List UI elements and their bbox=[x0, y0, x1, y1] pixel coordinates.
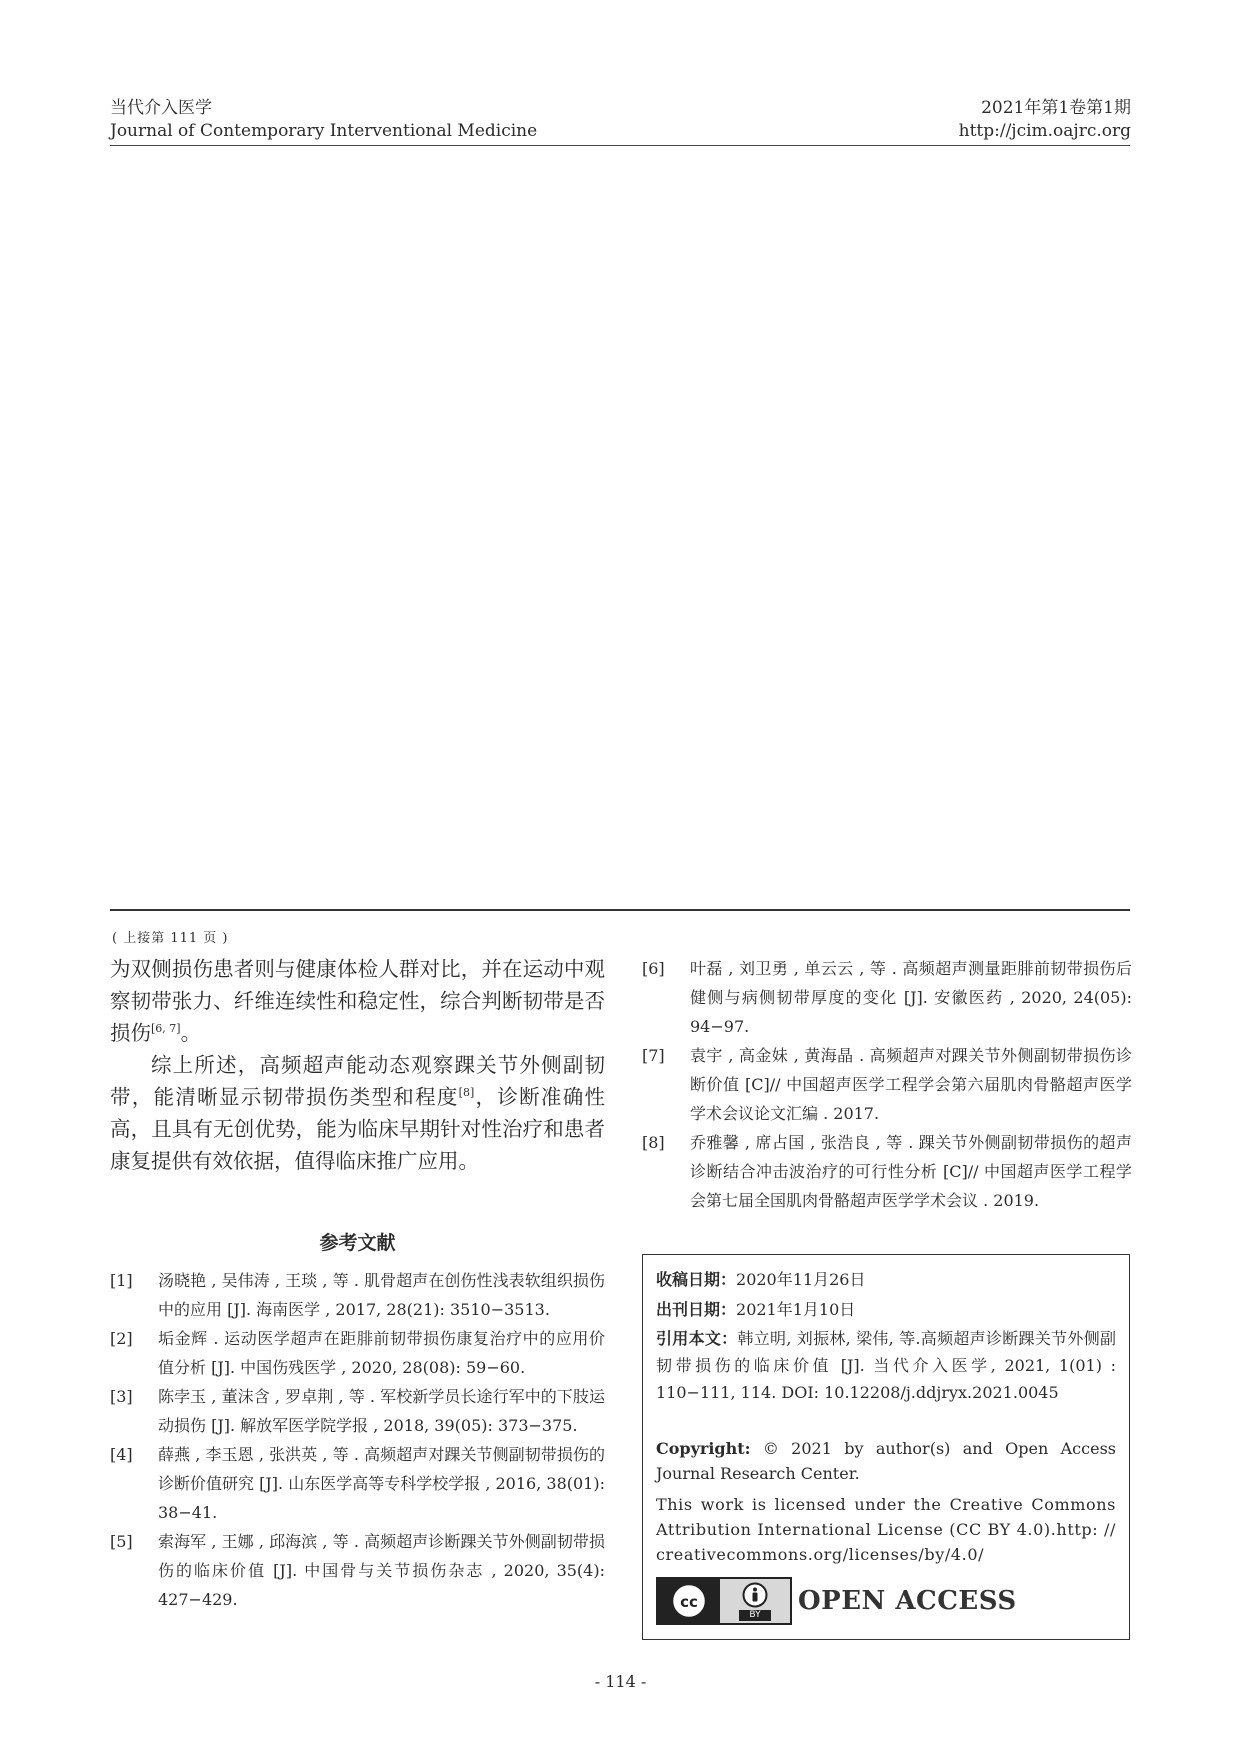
body-paragraph-1: 为双侧损伤患者则与健康体检人群对比，并在运动中观察韧带张力、纤维连续性和稳定性，综合判断韧带是否损伤[6, 7]。 bbox=[110, 957, 605, 1045]
by-label: BY bbox=[739, 1610, 770, 1621]
reference-list-right bbox=[642, 954, 1132, 1215]
copyright-notice: Copyright: © 2021 by author(s) and Open Access Journal Research Center. bbox=[656, 1439, 1116, 1483]
body-paragraph-2: 综上所述，高频超声能动态观察踝关节外侧副韧带，能清晰显示韧带损伤类型和程度[8]，诊断准确性高，且具有无创优势，能为临床早期针对性治疗和患者康复提供有效依据，值得临床推广应用。 bbox=[110, 1053, 606, 1173]
journal-url[interactable]: http://jcim.oajrc.org bbox=[958, 121, 1131, 141]
open-access-label: OPEN ACCESS bbox=[798, 1586, 1017, 1616]
reference-item: [1] 汤晓艳 , 吴伟涛 , 王琰 , 等 . 肌骨超声在创伤性浅表软组织损伤中的应用 [J]. 海南医学 , 2017, 28(21): 3510−3513. bbox=[110, 1271, 605, 1319]
references-heading: 参考文献 bbox=[319, 1232, 396, 1254]
section-divider bbox=[110, 909, 1130, 911]
issue-info: 2021年第1卷第1期 bbox=[981, 98, 1131, 118]
received-date: 收稿日期：2020年11月26日 bbox=[656, 1270, 866, 1289]
reference-item: [3] 陈孛玉 , 董沫含 , 罗卓荆 , 等 . 军校新学员长途行军中的下肢运动损伤 [J]. 解放军医学院学报 , 2018, 39(05): 373−375. bbox=[110, 1387, 605, 1435]
attribution-icon bbox=[720, 1579, 790, 1623]
citation-8[interactable]: [8] bbox=[458, 1086, 475, 1099]
page-number: - 114 - bbox=[594, 1672, 647, 1691]
citation-6-7[interactable]: [6, 7] bbox=[151, 1022, 181, 1035]
reference-item: [8] 乔雅馨 , 席占国 , 张浩良 , 等 . 踝关节外侧副韧带损伤的超声诊断结合冲击波治疗的可行性分析 [C]// 中国超声医学工程学会第七届全国肌肉骨骼超声医学学术会议 . 2019. bbox=[642, 1133, 1132, 1210]
reference-item: [7] 袁宇 , 高金妹 , 黄海晶 . 高频超声对踝关节外侧副韧带损伤诊断价值 [C]// 中国超声医学工程学会第六届肌肉骨骼超声医学学术会议论文汇编 . 2017. bbox=[642, 1046, 1132, 1123]
journal-name-cn: 当代介入医学 bbox=[110, 98, 212, 118]
open-access-badge bbox=[656, 1577, 1017, 1625]
svg-text:cc: cc bbox=[680, 1593, 698, 1611]
continued-note: ( 上接第 111 页 ) bbox=[112, 931, 229, 946]
reference-list-left bbox=[110, 1266, 605, 1614]
cc-by-icon[interactable] bbox=[656, 1577, 792, 1625]
citation-text: 引用本文：韩立明, 刘振林, 梁伟, 等.高频超声诊断踝关节外侧副韧带损伤的临床价值 [J]. 当代介入医学, 2021, 1(01) : 110−111, 114. DOI: 10.12208/j.ddjryx.2021.0045 bbox=[656, 1329, 1116, 1402]
running-header-right bbox=[959, 97, 1131, 143]
reference-item: [2] 垢金辉 . 运动医学超声在距腓前韧带损伤康复治疗中的应用价值分析 [J]. 中国伤残医学 , 2020, 28(08): 59−60. bbox=[110, 1329, 605, 1377]
license-notice[interactable]: This work is licensed under the Creative Commons Attribution International License (CC BY 4.0).http: // creativecommons.org/licenses/by/4.0/ bbox=[656, 1495, 1116, 1564]
cc-icon bbox=[658, 1579, 720, 1623]
published-date: 出刊日期：2021年1月10日 bbox=[656, 1300, 856, 1319]
reference-item: [6] 叶磊 , 刘卫勇 , 单云云 , 等 . 高频超声测量距腓前韧带损伤后健侧与病侧韧带厚度的变化 [J]. 安徽医药 , 2020, 24(05): 94−97. bbox=[642, 959, 1132, 1036]
running-header-left bbox=[110, 97, 537, 143]
reference-item: [5] 索海军 , 王娜 , 邱海滨 , 等 . 高频超声诊断踝关节外侧副韧带损伤的临床价值 [J]. 中国骨与关节损伤杂志 , 2020, 35(4): 427−429. bbox=[110, 1532, 605, 1609]
journal-name-en: Journal of Contemporary Interventional Medicine bbox=[110, 121, 538, 141]
header-rule bbox=[110, 145, 1130, 146]
body-text bbox=[110, 953, 605, 1177]
reference-item: [4] 薛燕 , 李玉恩 , 张洪英 , 等 . 高频超声对踝关节侧副韧带损伤的诊断价值研究 [J]. 山东医学高等专科学校学报 , 2016, 38(01): 38−41. bbox=[110, 1445, 605, 1522]
article-info-box bbox=[642, 1254, 1130, 1640]
